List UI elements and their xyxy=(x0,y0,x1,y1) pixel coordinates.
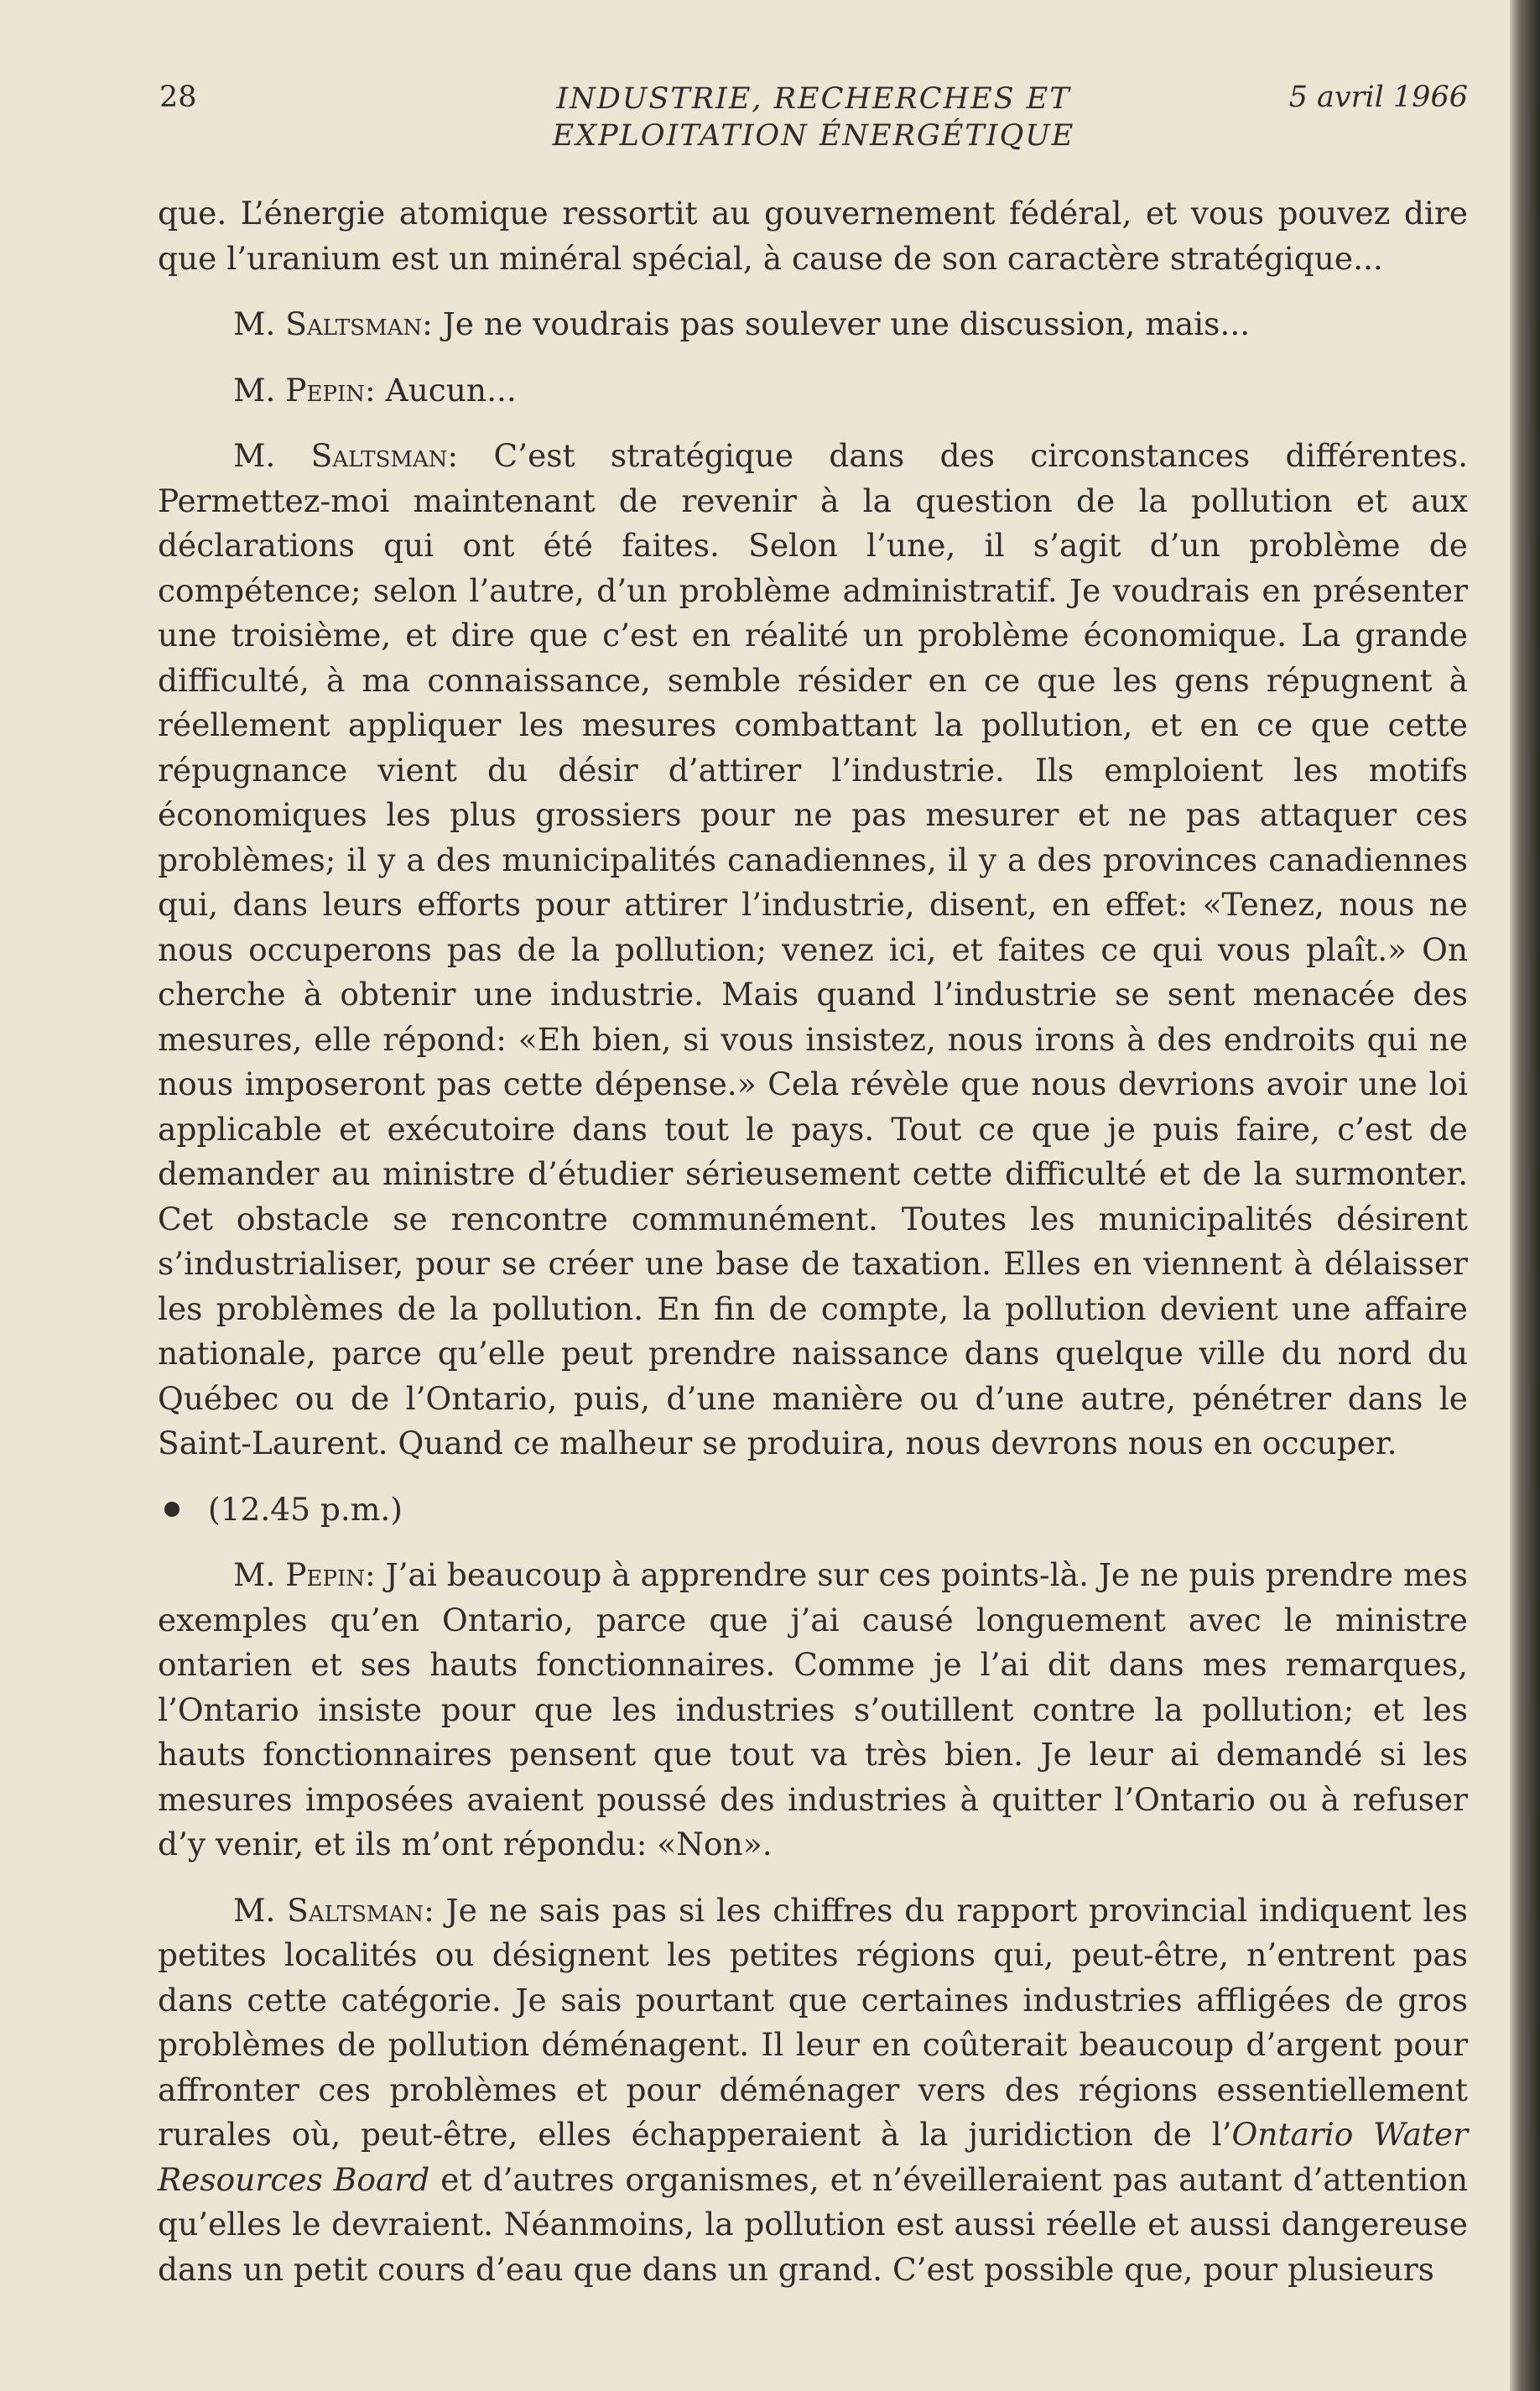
header-date: 5 avril 1966 xyxy=(1288,81,1468,114)
paragraph-4 xyxy=(158,434,1468,1466)
speaker-prefix: M. xyxy=(233,305,286,342)
running-title-line-2: EXPLOITATION ÉNERGÉTIQUE xyxy=(552,119,1075,153)
time-marker-text: (12.45 p.m.) xyxy=(208,1490,403,1528)
paragraph-3-text: : Aucun... xyxy=(364,371,517,409)
organization-name: Ontario Water Resources Board xyxy=(158,2116,1468,2198)
paragraph-1-text: que. L’énergie atomique ressortit au gouvernement fédéral, et vous pouvez dire que l’uranium est un minéral spécial, à cause de son caractère stratégique... xyxy=(158,195,1468,277)
page-header xyxy=(159,81,1468,156)
paragraph-1 xyxy=(158,191,1468,281)
paragraph-5-text: : J’ai beaucoup à apprendre sur ces points-là. Je ne puis prendre mes exemples qu’en Ontario, parce que j’ai causé longuement avec le ministre ontarien et ses hauts fonctionnaires. Comme je l’ai dit dans mes remarques, l’Ontario insiste pour que les industries s’outillent contre la pollution; et les hauts fonctionnaires pensent que tout va très bien. Je leur ai demandé si les mesures imposées avaient poussé des industries à quitter l’Ontario ou à refuser d’y venir, et ils m’ont répondu: «Non». xyxy=(158,1556,1468,1862)
paragraph-6-text-b: et d’autres organismes, et n’éveilleraient pas autant d’attention qu’elles le devraient. Néanmoins, la pollution est aussi réelle et aussi dangereuse dans un petit cours d’eau que dans un grand. C’est possible que, pour plusieurs xyxy=(158,2160,1469,2288)
speaker-name: Saltsman xyxy=(310,437,448,474)
book-spine-edge xyxy=(1510,0,1540,2391)
paragraph-3 xyxy=(158,368,1468,414)
paragraph-2-text: : Je ne voudrais pas soulever une discussion, mais... xyxy=(422,305,1251,342)
speaker-name: Saltsman xyxy=(285,305,423,342)
speaker-name: Pepin xyxy=(285,371,365,409)
page-number: 28 xyxy=(159,81,197,114)
speaker-prefix: M. xyxy=(233,437,311,474)
body-text xyxy=(158,191,1468,2292)
speaker-prefix: M. xyxy=(233,1891,288,1929)
paragraph-6 xyxy=(158,1888,1468,2293)
bullet-icon xyxy=(164,1502,179,1517)
speaker-name: Pepin xyxy=(285,1556,365,1593)
time-marker xyxy=(158,1487,1468,1533)
speaker-prefix: M. xyxy=(233,1556,286,1593)
speaker-prefix: M. xyxy=(233,371,286,409)
running-title xyxy=(159,81,1468,154)
speaker-name: Saltsman xyxy=(287,1891,424,1929)
running-title-line-1: INDUSTRIE, RECHERCHES ET xyxy=(556,82,1071,116)
paragraph-5 xyxy=(158,1553,1468,1867)
paragraph-4-text: : C’est stratégique dans des circonstances différentes. Permettez-moi maintenant de revenir à la question de la pollution et aux déclarations qui ont été faites. Selon l’une, il s’agit d’un problème de compétence; selon l’autre, d’un problème administratif. Je voudrais en présenter une troisième, et dire que c’est en réalité un problème économique. La grande difficulté, à ma connaissance, semble résider en ce que les gens répugnent à réellement appliquer les mesures combattant la pollution, et en ce que cette répugnance vient du désir d’attirer l’industrie. Ils emploient les motifs économiques les plus grossiers pour ne pas mesurer et ne pas attaquer ces problèmes; il y a des municipalités canadiennes, il y a des provinces canadiennes qui, dans leurs efforts pour attirer l’industrie, disent, en effet: «Tenez, nous ne nous occuperons pas de la pollution; venez ici, et faites ce qui vous plaît.» On cherche à obtenir une industrie. Mais quand l’industrie se sent menacée des mesures, elle répond: «Eh bien, si vous insistez, nous irons à des endroits qui ne nous imposeront pas cette dépense.» Cela révèle que nous devrions avoir une loi applicable et exécutoire dans tout le pays. Tout ce que je puis faire, c’est de demander au ministre d’étudier sérieusement cette difficulté et de la surmonter. Cet obstacle se rencontre communément. Toutes les municipalités désirent s’industrialiser, pour se créer une base de taxation. Elles en viennent à délaisser les problèmes de la pollution. En fin de compte, la pollution devient une affaire nationale, parce qu’elle peut prendre naissance dans quelque ville du nord du Québec ou de l’Ontario, puis, d’une manière ou d’une autre, pénétrer dans le Saint-Laurent. Quand ce malheur se produira, nous devrons nous en occuper. xyxy=(158,437,1468,1461)
paragraph-6-text-a: : Je ne sais pas si les chiffres du rapport provincial indiquent les petites localités ou désignent les petites régions qui, peut-être, n’entrent pas dans cette catégorie. Je sais pourtant que certaines industries affligées de gros problèmes de pollution déménagent. Il leur en coûterait beaucoup d’argent pour affronter ces problèmes et pour déménager vers des régions essentiellement rurales où, peut-être, elles échapperaient à la juridiction de l’ xyxy=(158,1891,1468,2153)
paragraph-2 xyxy=(158,302,1468,347)
